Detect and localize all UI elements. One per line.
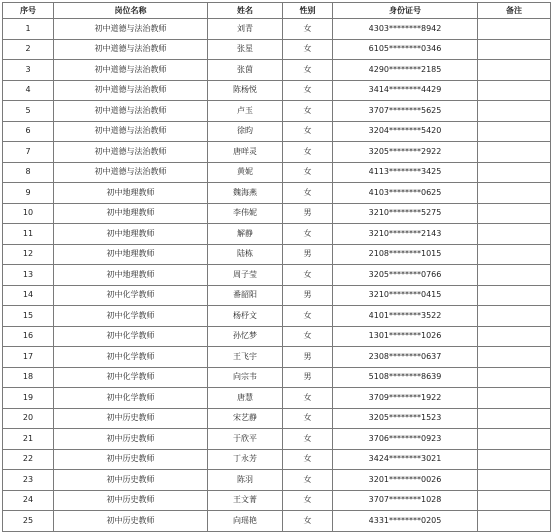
cell-serial-number: 6 [3, 121, 54, 142]
cell-position: 初中地理教师 [54, 265, 208, 286]
cell-serial-number: 7 [3, 142, 54, 163]
cell-position: 初中地理教师 [54, 203, 208, 224]
cell-id-number: 3707********1028 [333, 490, 478, 511]
cell-remarks [478, 19, 551, 40]
table-row [3, 60, 551, 81]
cell-name: 魏海燕 [208, 183, 283, 204]
cell-serial-number: 9 [3, 183, 54, 204]
cell-remarks [478, 285, 551, 306]
cell-remarks [478, 162, 551, 183]
cell-id-number: 4101********3522 [333, 306, 478, 327]
cell-name: 唐慧 [208, 388, 283, 409]
cell-name: 卢玉 [208, 101, 283, 122]
cell-position: 初中道德与法治教师 [54, 101, 208, 122]
cell-gender: 女 [283, 470, 333, 491]
cell-position: 初中道德与法治教师 [54, 121, 208, 142]
cell-name: 宋艺静 [208, 408, 283, 429]
cell-id-number: 5108********8639 [333, 367, 478, 388]
cell-position: 初中历史教师 [54, 490, 208, 511]
cell-position: 初中地理教师 [54, 244, 208, 265]
cell-name: 王飞宇 [208, 347, 283, 368]
cell-serial-number: 11 [3, 224, 54, 245]
table-row [3, 244, 551, 265]
cell-remarks [478, 121, 551, 142]
cell-name: 徐昀 [208, 121, 283, 142]
cell-remarks [478, 408, 551, 429]
cell-name: 王文菁 [208, 490, 283, 511]
cell-position: 初中化学教师 [54, 388, 208, 409]
cell-name: 黄妮 [208, 162, 283, 183]
cell-serial-number: 1 [3, 19, 54, 40]
cell-name: 陆栋 [208, 244, 283, 265]
cell-id-number: 3210********2143 [333, 224, 478, 245]
cell-name: 刘青 [208, 19, 283, 40]
cell-id-number: 3414********4429 [333, 80, 478, 101]
cell-gender: 男 [283, 244, 333, 265]
header-position: 岗位名称 [54, 3, 208, 19]
cell-serial-number: 19 [3, 388, 54, 409]
cell-remarks [478, 367, 551, 388]
cell-name: 唐咩灵 [208, 142, 283, 163]
cell-position: 初中道德与法治教师 [54, 19, 208, 40]
cell-gender: 男 [283, 367, 333, 388]
cell-id-number: 3709********1922 [333, 388, 478, 409]
cell-name: 张茵 [208, 60, 283, 81]
cell-serial-number: 24 [3, 490, 54, 511]
cell-gender: 女 [283, 121, 333, 142]
cell-position: 初中道德与法治教师 [54, 80, 208, 101]
cell-remarks [478, 347, 551, 368]
table-row [3, 490, 551, 511]
header-id-number: 身份证号 [333, 3, 478, 19]
cell-position: 初中化学教师 [54, 306, 208, 327]
cell-name: 向宗韦 [208, 367, 283, 388]
cell-serial-number: 16 [3, 326, 54, 347]
cell-remarks [478, 101, 551, 122]
cell-gender: 女 [283, 183, 333, 204]
table-row [3, 388, 551, 409]
table-row [3, 470, 551, 491]
cell-gender: 男 [283, 203, 333, 224]
cell-remarks [478, 183, 551, 204]
header-row [3, 3, 551, 19]
cell-serial-number: 23 [3, 470, 54, 491]
cell-serial-number: 22 [3, 449, 54, 470]
cell-remarks [478, 326, 551, 347]
cell-remarks [478, 306, 551, 327]
cell-gender: 女 [283, 80, 333, 101]
table-row [3, 19, 551, 40]
cell-gender: 女 [283, 39, 333, 60]
table-row [3, 101, 551, 122]
table-row [3, 80, 551, 101]
cell-remarks [478, 470, 551, 491]
cell-id-number: 3424********3021 [333, 449, 478, 470]
cell-name: 孙忆梦 [208, 326, 283, 347]
cell-name: 李伟妮 [208, 203, 283, 224]
cell-id-number: 3204********5420 [333, 121, 478, 142]
cell-serial-number: 14 [3, 285, 54, 306]
cell-serial-number: 18 [3, 367, 54, 388]
table-body [3, 19, 551, 532]
cell-gender: 女 [283, 326, 333, 347]
cell-remarks [478, 203, 551, 224]
table-row [3, 162, 551, 183]
cell-name: 于欣平 [208, 429, 283, 450]
cell-serial-number: 8 [3, 162, 54, 183]
table-row [3, 224, 551, 245]
cell-serial-number: 15 [3, 306, 54, 327]
cell-id-number: 3210********0415 [333, 285, 478, 306]
cell-serial-number: 10 [3, 203, 54, 224]
table-row [3, 367, 551, 388]
cell-id-number: 2308********0637 [333, 347, 478, 368]
table-row [3, 347, 551, 368]
cell-id-number: 3201********0026 [333, 470, 478, 491]
header-gender: 性别 [283, 3, 333, 19]
cell-name: 向瑶艳 [208, 511, 283, 532]
cell-serial-number: 21 [3, 429, 54, 450]
cell-remarks [478, 244, 551, 265]
cell-remarks [478, 265, 551, 286]
header-remarks: 备注 [478, 3, 551, 19]
candidate-table [2, 2, 551, 532]
cell-serial-number: 13 [3, 265, 54, 286]
cell-name: 陈羽 [208, 470, 283, 491]
cell-gender: 女 [283, 142, 333, 163]
table-row [3, 265, 551, 286]
cell-remarks [478, 388, 551, 409]
cell-position: 初中道德与法治教师 [54, 60, 208, 81]
cell-remarks [478, 142, 551, 163]
cell-gender: 女 [283, 388, 333, 409]
cell-position: 初中化学教师 [54, 326, 208, 347]
header-serial-number: 序号 [3, 3, 54, 19]
cell-position: 初中化学教师 [54, 285, 208, 306]
cell-remarks [478, 449, 551, 470]
cell-position: 初中地理教师 [54, 224, 208, 245]
cell-position: 初中地理教师 [54, 183, 208, 204]
cell-name: 番韶阳 [208, 285, 283, 306]
cell-gender: 女 [283, 162, 333, 183]
cell-id-number: 6105********0346 [333, 39, 478, 60]
table-row [3, 39, 551, 60]
table-row [3, 449, 551, 470]
table-row [3, 183, 551, 204]
cell-name: 陈杨悦 [208, 80, 283, 101]
cell-position: 初中化学教师 [54, 347, 208, 368]
cell-position: 初中化学教师 [54, 367, 208, 388]
cell-serial-number: 2 [3, 39, 54, 60]
table-row [3, 511, 551, 532]
cell-remarks [478, 429, 551, 450]
cell-id-number: 3205********2922 [333, 142, 478, 163]
cell-gender: 女 [283, 490, 333, 511]
cell-id-number: 4303********8942 [333, 19, 478, 40]
cell-position: 初中历史教师 [54, 470, 208, 491]
cell-position: 初中道德与法治教师 [54, 162, 208, 183]
cell-gender: 男 [283, 347, 333, 368]
cell-gender: 女 [283, 408, 333, 429]
cell-name: 周子莹 [208, 265, 283, 286]
cell-id-number: 3210********5275 [333, 203, 478, 224]
cell-position: 初中历史教师 [54, 429, 208, 450]
cell-serial-number: 12 [3, 244, 54, 265]
cell-gender: 女 [283, 511, 333, 532]
cell-position: 初中历史教师 [54, 511, 208, 532]
cell-serial-number: 3 [3, 60, 54, 81]
cell-gender: 女 [283, 19, 333, 40]
cell-id-number: 3706********0923 [333, 429, 478, 450]
cell-serial-number: 25 [3, 511, 54, 532]
table-row [3, 285, 551, 306]
cell-remarks [478, 490, 551, 511]
cell-gender: 女 [283, 429, 333, 450]
table-row [3, 408, 551, 429]
cell-id-number: 3205********1523 [333, 408, 478, 429]
cell-position: 初中历史教师 [54, 408, 208, 429]
cell-id-number: 4113********3425 [333, 162, 478, 183]
cell-gender: 女 [283, 449, 333, 470]
header-name: 姓名 [208, 3, 283, 19]
table-row [3, 121, 551, 142]
table-row [3, 142, 551, 163]
cell-serial-number: 4 [3, 80, 54, 101]
cell-id-number: 3205********0766 [333, 265, 478, 286]
cell-id-number: 2108********1015 [333, 244, 478, 265]
cell-serial-number: 20 [3, 408, 54, 429]
cell-id-number: 4331********0205 [333, 511, 478, 532]
cell-id-number: 4290********2185 [333, 60, 478, 81]
cell-name: 张星 [208, 39, 283, 60]
cell-position: 初中道德与法治教师 [54, 39, 208, 60]
cell-remarks [478, 80, 551, 101]
cell-position: 初中道德与法治教师 [54, 142, 208, 163]
cell-remarks [478, 39, 551, 60]
cell-gender: 男 [283, 285, 333, 306]
cell-id-number: 4103********0625 [333, 183, 478, 204]
cell-gender: 女 [283, 101, 333, 122]
cell-id-number: 3707********5625 [333, 101, 478, 122]
cell-gender: 女 [283, 224, 333, 245]
cell-position: 初中历史教师 [54, 449, 208, 470]
table-row [3, 306, 551, 327]
cell-serial-number: 17 [3, 347, 54, 368]
cell-name: 杨杼文 [208, 306, 283, 327]
cell-remarks [478, 60, 551, 81]
cell-remarks [478, 224, 551, 245]
table-row [3, 429, 551, 450]
cell-serial-number: 5 [3, 101, 54, 122]
cell-name: 解静 [208, 224, 283, 245]
table-row [3, 203, 551, 224]
cell-gender: 女 [283, 306, 333, 327]
cell-gender: 女 [283, 265, 333, 286]
cell-gender: 女 [283, 60, 333, 81]
cell-name: 丁永芳 [208, 449, 283, 470]
table-row [3, 326, 551, 347]
cell-id-number: 1301********1026 [333, 326, 478, 347]
cell-remarks [478, 511, 551, 532]
table-header [3, 3, 551, 19]
